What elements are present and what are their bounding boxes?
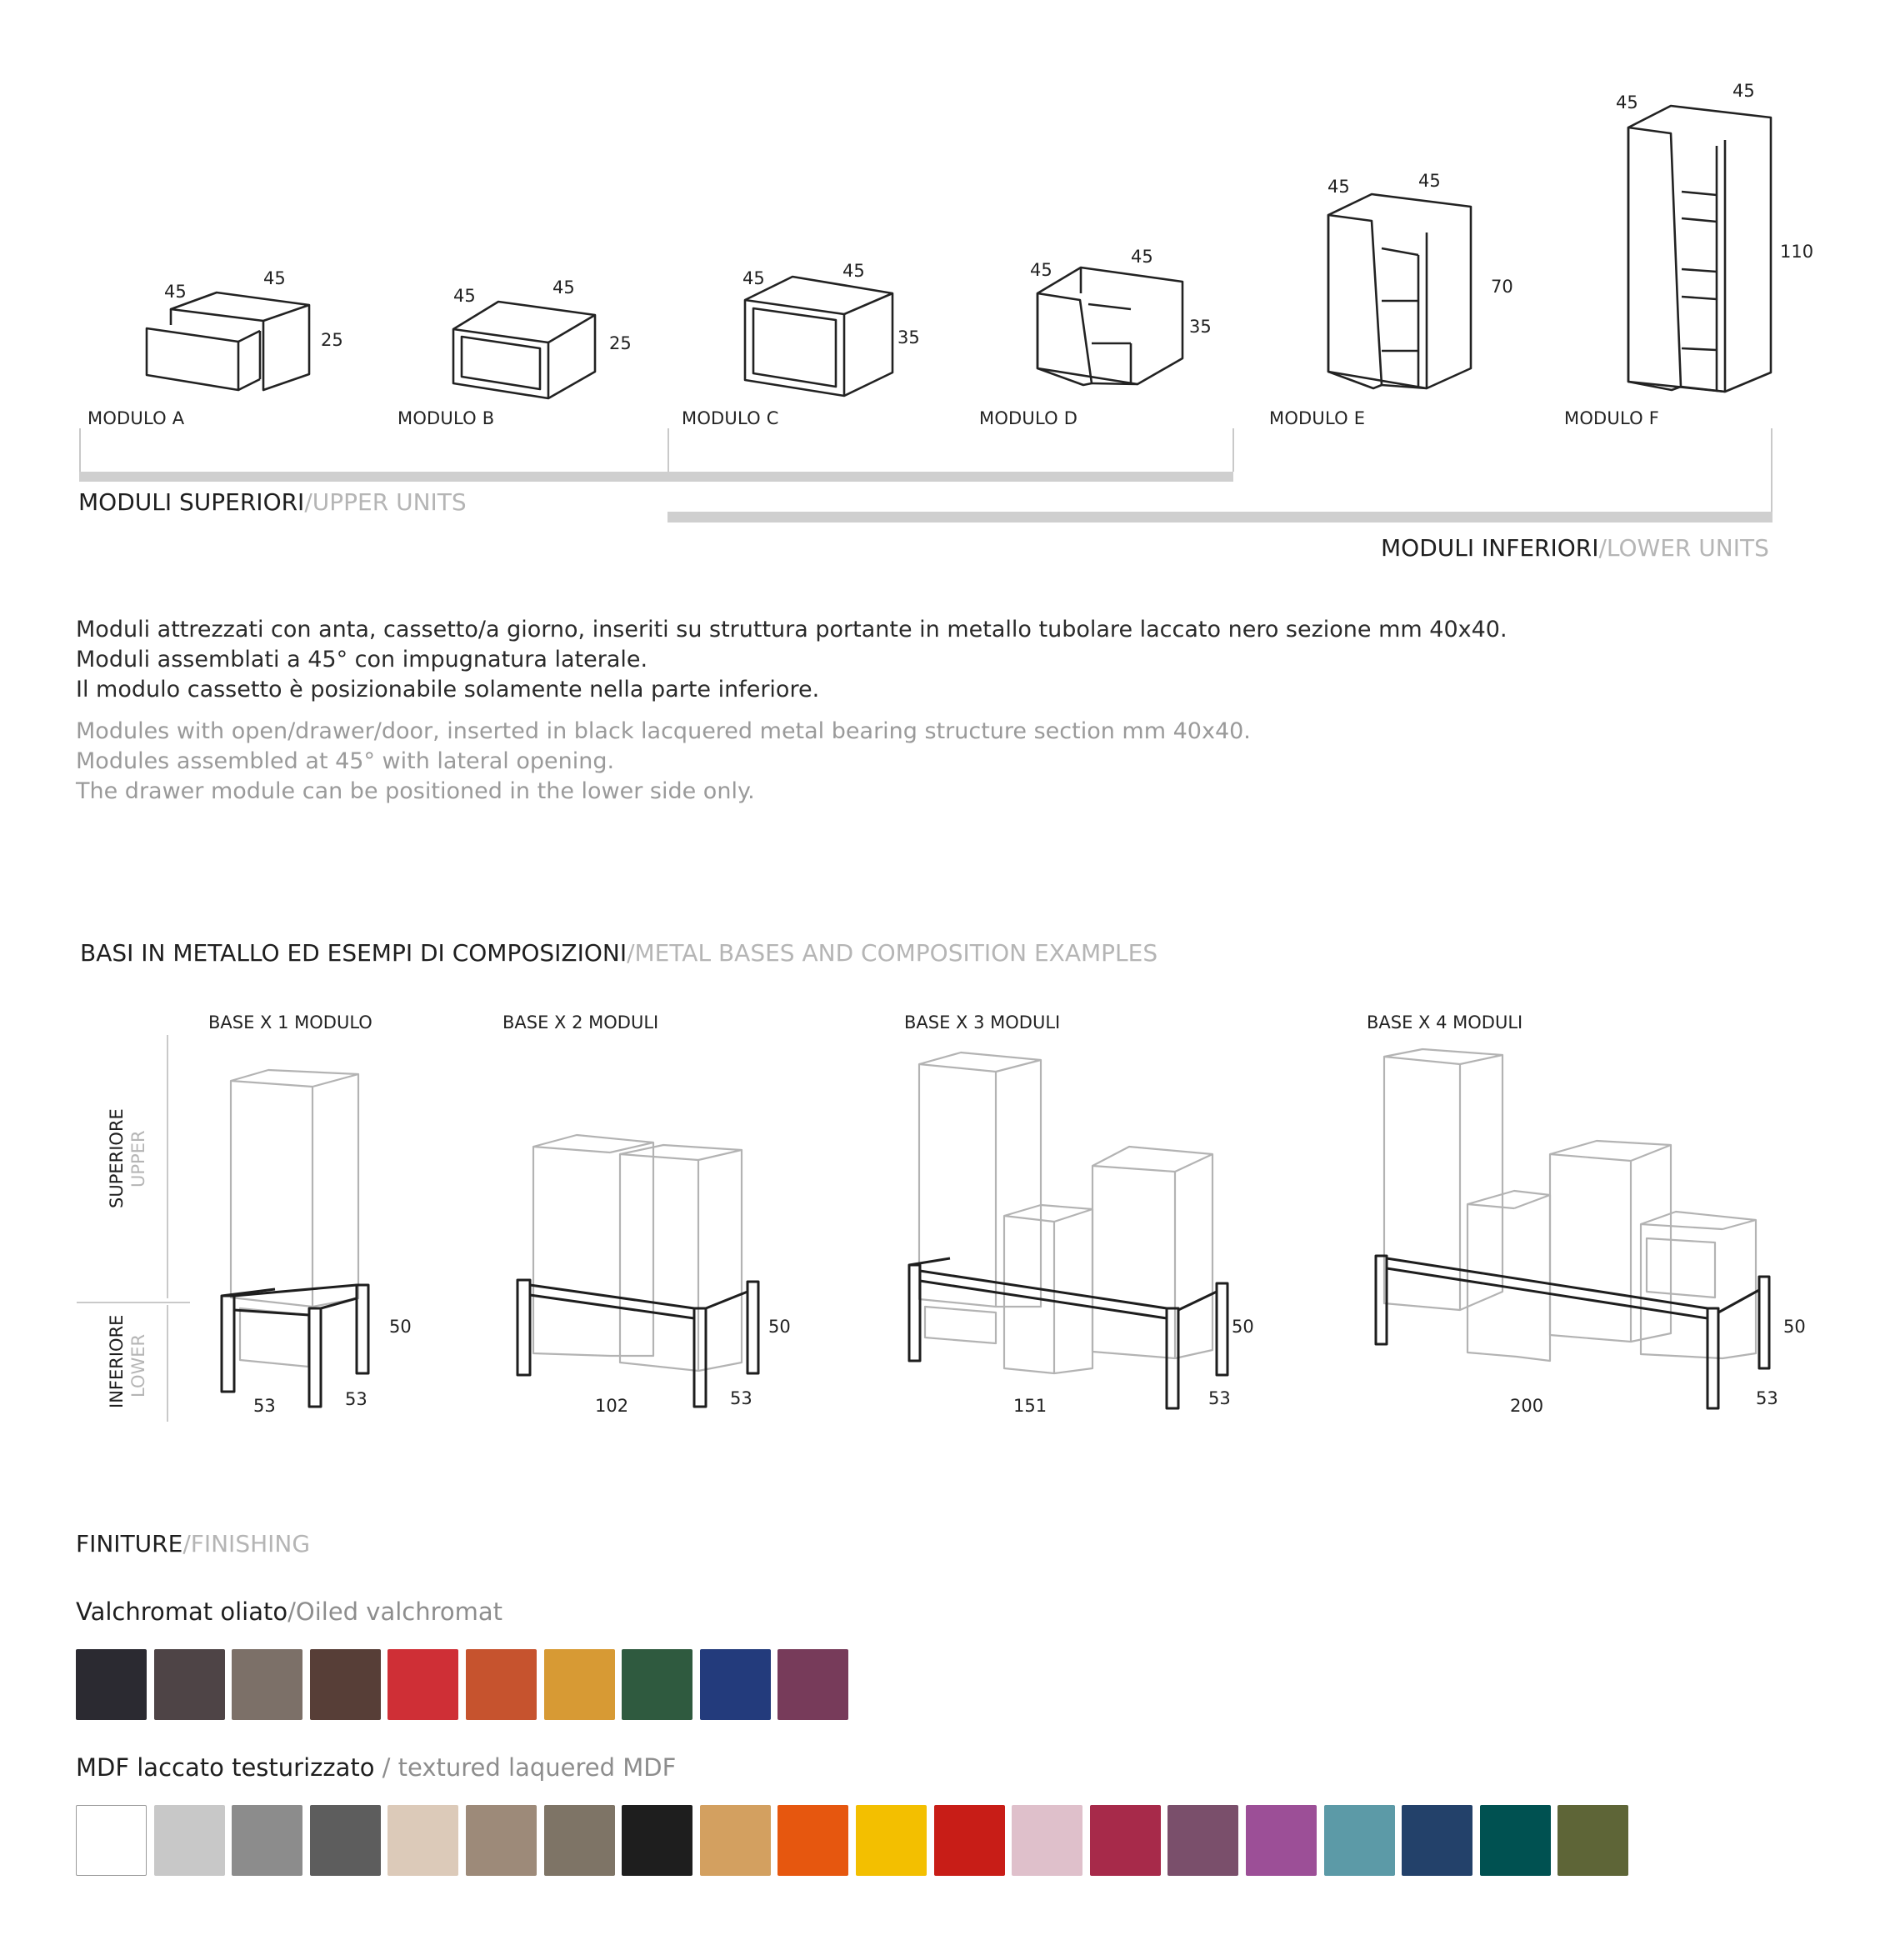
mdf-color-swatch [310, 1805, 381, 1876]
modulo-b-height: 25 [609, 333, 632, 353]
valchromat-title: Valchromat oliato/Oiled valchromat [76, 1598, 503, 1626]
modulo-b-depth: 45 [552, 278, 575, 298]
base-4-height: 50 [1783, 1317, 1806, 1337]
mdf-color-swatch [856, 1805, 927, 1876]
mdf-color-swatch [1246, 1805, 1317, 1876]
base-1-width: 53 [253, 1396, 276, 1416]
module-drawings [0, 0, 1880, 433]
mdf-color-swatch [700, 1805, 771, 1876]
modulo-f-depth: 45 [1732, 81, 1755, 101]
base-2-width: 102 [595, 1396, 629, 1416]
description-english [76, 717, 1251, 807]
base-2-depth: 53 [730, 1388, 752, 1408]
modulo-b-width: 45 [453, 286, 476, 306]
modulo-c-drawing [745, 277, 892, 396]
valchromat-color-swatch [622, 1649, 692, 1720]
modulo-a-width: 45 [164, 282, 187, 302]
valchromat-color-swatch [154, 1649, 225, 1720]
valchromat-color-swatch [466, 1649, 537, 1720]
base-3-height: 50 [1232, 1317, 1254, 1337]
bases-section-title: BASI IN METALLO ED ESEMPI DI COMPOSIZIONI/METAL BASES AND COMPOSITION EXAMPLES [80, 939, 1158, 967]
mdf-color-swatch [622, 1805, 692, 1876]
mdf-color-swatch [76, 1805, 147, 1876]
lower-units-title: MODULI INFERIORI/LOWER UNITS [1381, 534, 1769, 562]
finishing-title: FINITURE/FINISHING [76, 1530, 311, 1558]
mdf-color-swatch [1168, 1805, 1238, 1876]
modulo-d-label: MODULO D [979, 408, 1078, 428]
bracket-divider [668, 428, 669, 472]
modulo-f-height: 110 [1780, 242, 1814, 262]
valchromat-color-swatch [544, 1649, 615, 1720]
modulo-e-width: 45 [1328, 177, 1350, 197]
upper-bracket-left [79, 428, 81, 472]
description-it-line-1: Moduli attrezzati con anta, cassetto/a giorno, inseriti su struttura portante in metallo tubolare laccato nero sezione mm 40x40. [76, 617, 1508, 642]
valchromat-color-swatch [388, 1649, 458, 1720]
modulo-f-label: MODULO F [1564, 408, 1660, 428]
base-4-label: BASE X 4 MODULI [1367, 1012, 1523, 1032]
axis-upper-label: SUPERIORE [107, 1108, 127, 1208]
modulo-b-drawing [453, 302, 595, 398]
base-3-depth: 53 [1208, 1388, 1231, 1408]
modulo-e-label: MODULO E [1269, 408, 1366, 428]
mdf-color-swatch [1324, 1805, 1395, 1876]
mdf-color-swatch [778, 1805, 848, 1876]
mdf-color-swatch [232, 1805, 302, 1876]
upper-units-bar [79, 472, 1233, 482]
modulo-f-drawing [1628, 106, 1771, 392]
base-1-label: BASE X 1 MODULO [208, 1012, 372, 1032]
base-1-drawing [222, 1070, 368, 1407]
description-italian [76, 615, 1508, 705]
modulo-a-label: MODULO A [88, 408, 185, 428]
base-2-drawing [518, 1135, 758, 1407]
upper-units-title: MODULI SUPERIORI/UPPER UNITS [78, 488, 467, 516]
modulo-e-depth: 45 [1418, 171, 1441, 191]
modulo-d-depth: 45 [1131, 247, 1153, 267]
base-4-depth: 53 [1756, 1388, 1778, 1408]
mdf-color-swatch [1012, 1805, 1082, 1876]
modulo-b-label: MODULO B [398, 408, 495, 428]
mdf-color-swatch [466, 1805, 537, 1876]
modulo-a-depth: 45 [263, 268, 286, 288]
base-3-label: BASE X 3 MODULI [904, 1012, 1061, 1032]
mdf-color-swatch [544, 1805, 615, 1876]
mdf-color-swatch [388, 1805, 458, 1876]
modulo-c-height: 35 [898, 328, 920, 348]
lower-units-bar [668, 512, 1772, 522]
modulo-c-width: 45 [742, 268, 765, 288]
mdf-color-swatch [154, 1805, 225, 1876]
valchromat-color-swatch [310, 1649, 381, 1720]
base-2-height: 50 [768, 1317, 791, 1337]
modulo-d-height: 35 [1189, 317, 1212, 337]
bases-drawings [0, 1042, 1880, 1425]
base-2-label: BASE X 2 MODULI [502, 1012, 659, 1032]
axis-lower-label-en: LOWER [128, 1333, 148, 1398]
modulo-c-label: MODULO C [682, 408, 779, 428]
modulo-d-width: 45 [1030, 260, 1052, 280]
axis-upper-label-en: UPPER [128, 1130, 148, 1188]
valchromat-color-swatch [76, 1649, 147, 1720]
base-1-height: 50 [389, 1317, 412, 1337]
description-en-line-1: Modules with open/drawer/door, inserted in black lacquered metal bearing structure section mm 40x40. [76, 718, 1251, 744]
base-3-drawing [909, 1052, 1228, 1408]
description-en-line-2: Modules assembled at 45° with lateral opening. [76, 748, 615, 774]
valchromat-color-swatch [232, 1649, 302, 1720]
base-4-width: 200 [1510, 1396, 1544, 1416]
modulo-d-drawing [1038, 268, 1182, 385]
mdf-color-swatch [934, 1805, 1005, 1876]
modulo-c-depth: 45 [842, 261, 865, 281]
mdf-color-swatch [1402, 1805, 1472, 1876]
modulo-e-height: 70 [1491, 277, 1513, 297]
modulo-a-height: 25 [321, 330, 343, 350]
description-it-line-3: Il modulo cassetto è posizionabile solamente nella parte inferiore. [76, 677, 820, 702]
lower-bracket-right [1771, 428, 1772, 512]
mdf-color-swatch [1480, 1805, 1551, 1876]
mdf-color-swatch [1558, 1805, 1628, 1876]
mdf-title: MDF laccato testurizzato / textured laquered MDF [76, 1753, 677, 1782]
modulo-e-drawing [1328, 194, 1471, 388]
upper-bracket-right [1232, 428, 1234, 472]
mdf-color-swatch [1090, 1805, 1161, 1876]
description-en-line-3: The drawer module can be positioned in the lower side only. [76, 778, 755, 804]
description-it-line-2: Moduli assemblati a 45° con impugnatura laterale. [76, 647, 648, 672]
base-3-width: 151 [1013, 1396, 1048, 1416]
valchromat-color-swatch [778, 1649, 848, 1720]
axis-lower-label: INFERIORE [107, 1314, 127, 1408]
base-4-drawing [1376, 1049, 1769, 1408]
modulo-a-drawing [147, 292, 309, 390]
base-1-depth: 53 [345, 1389, 368, 1409]
valchromat-color-swatch [700, 1649, 771, 1720]
modulo-f-width: 45 [1616, 92, 1638, 112]
